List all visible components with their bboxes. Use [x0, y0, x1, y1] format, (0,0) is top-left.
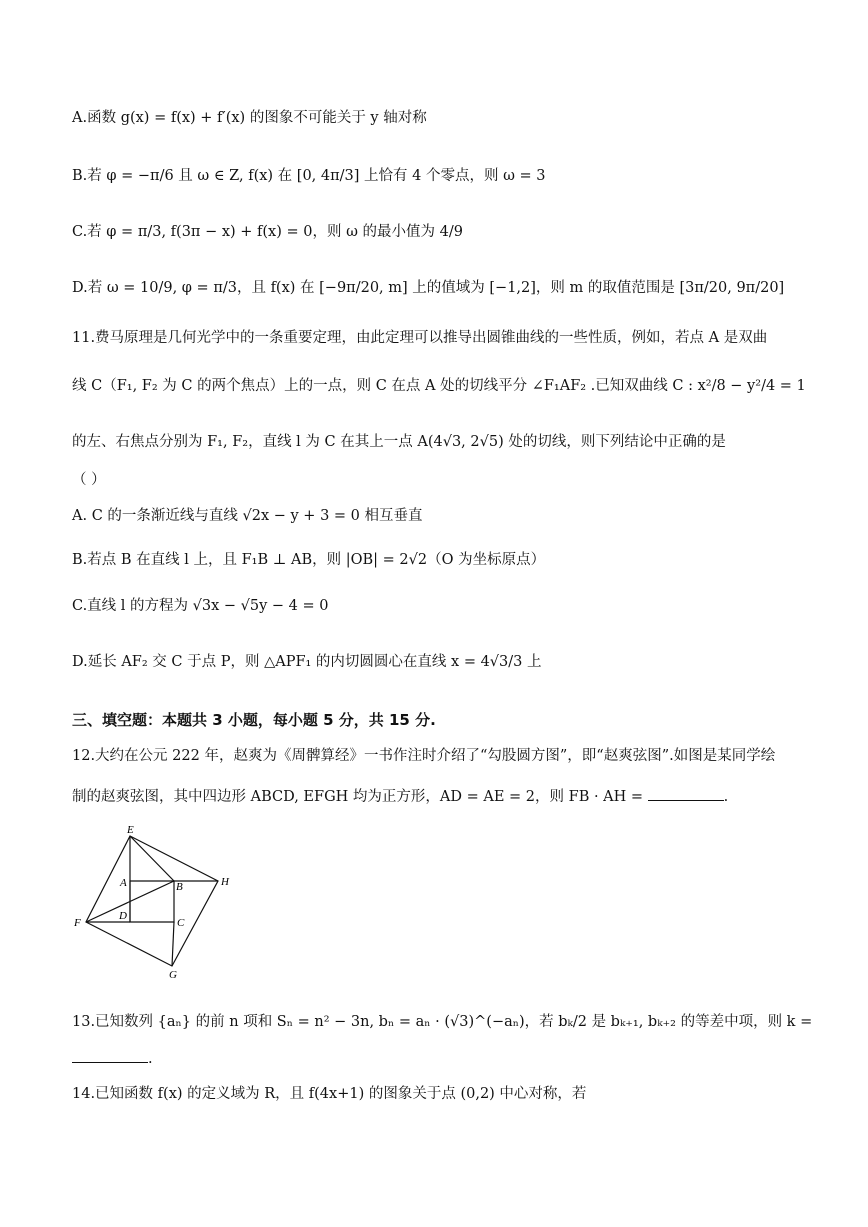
- label-f: F: [74, 917, 81, 929]
- label-h: H: [221, 876, 229, 888]
- question-11-line-3: 的左、右焦点分别为 F₁, F₂，直线 l 为 C 在其上一点 A(4√3, 2√5) 处的切线，则下列结论中正确的是: [72, 434, 726, 450]
- question-12-text: 制的赵爽弦图，其中四边形 ABCD, EFGH 均为正方形，AD = AE = 2，则 FB · AH =: [72, 789, 644, 805]
- section-heading: 三、填空题：本题共 3 小题，每小题 5 分，共 15 分.: [72, 711, 436, 729]
- question-12-line-2: [72, 786, 728, 807]
- answer-paren: （ ）: [72, 472, 106, 488]
- label-c: C: [177, 917, 185, 929]
- label-a: A: [120, 877, 127, 889]
- question-11-line-1: 11.费马原理是几何光学中的一条重要定理，由此定理可以推导出圆锥曲线的一些性质，例如，若点 A 是双曲: [72, 330, 768, 346]
- question-14-line-1: 14.已知函数 f(x) 的定义域为 R，且 f(4x+1) 的图象关于点 (0,2) 中心对称，若: [72, 1086, 587, 1102]
- period: .: [723, 789, 729, 805]
- option-b-10: B.若 φ = −π/6 且 ω ∈ Z, f(x) 在 [0, 4π/3] 上恰有 4 个零点，则 ω = 3: [72, 168, 546, 184]
- label-b: B: [176, 881, 183, 893]
- option-a-11: A. C 的一条渐近线与直线 √2x − y + 3 = 0 相互垂直: [72, 508, 423, 524]
- question-12-line-1: 12.大约在公元 222 年，赵爽为《周髀算经》一书作注时介绍了“勾股圆方图”，即“赵爽弦图”.如图是某同学绘: [72, 748, 776, 764]
- label-g: G: [169, 969, 177, 981]
- label-e: E: [127, 824, 134, 836]
- option-a-10: A.函数 g(x) = f(x) + f′(x) 的图象不可能关于 y 轴对称: [72, 110, 427, 126]
- option-b-11: B.若点 B 在直线 l 上，且 F₁B ⊥ AB，则 |OB| = 2√2（O 为坐标原点）: [72, 552, 546, 568]
- option-d-10: D.若 ω = 10/9, φ = π/3，且 f(x) 在 [−9π/20, m] 上的值域为 [−1,2]，则 m 的取值范围是 [3π/20, 9π/20]: [72, 280, 785, 296]
- segment-eb: [130, 836, 174, 881]
- question-11-line-2: 线 C（F₁, F₂ 为 C 的两个焦点）上的一点，则 C 在点 A 处的切线平分 ∠F₁AF₂ .已知双曲线 C : x²/8 − y²/4 = 1: [72, 378, 806, 394]
- option-d-11: D.延长 AF₂ 交 C 于点 P，则 △APF₁ 的内切圆圆心在直线 x = 4√3/3 上: [72, 654, 542, 670]
- answer-blank-13[interactable]: [72, 1048, 148, 1063]
- question-13-line-2: [72, 1048, 153, 1069]
- inner-square-abcd: [130, 881, 174, 922]
- segment-cg: [172, 922, 174, 966]
- outer-square-efgh: [86, 836, 218, 966]
- zhao-shuang-diagram: [70, 822, 240, 982]
- period-13: .: [148, 1051, 153, 1067]
- option-c-11: C.直线 l 的方程为 √3x − √5y − 4 = 0: [72, 598, 329, 614]
- option-c-10: C.若 φ = π/3, f(3π − x) + f(x) = 0，则 ω 的最小值为 4/9: [72, 224, 463, 240]
- answer-blank-12[interactable]: [648, 786, 724, 801]
- label-d: D: [119, 910, 127, 922]
- question-13-line-1: 13.已知数列 {aₙ} 的前 n 项和 Sₙ = n² − 3n, bₙ = aₙ · (√3)^(−aₙ)，若 bₖ/2 是 bₖ₊₁, bₖ₊₂ 的等差中项，则 k =: [72, 1014, 813, 1030]
